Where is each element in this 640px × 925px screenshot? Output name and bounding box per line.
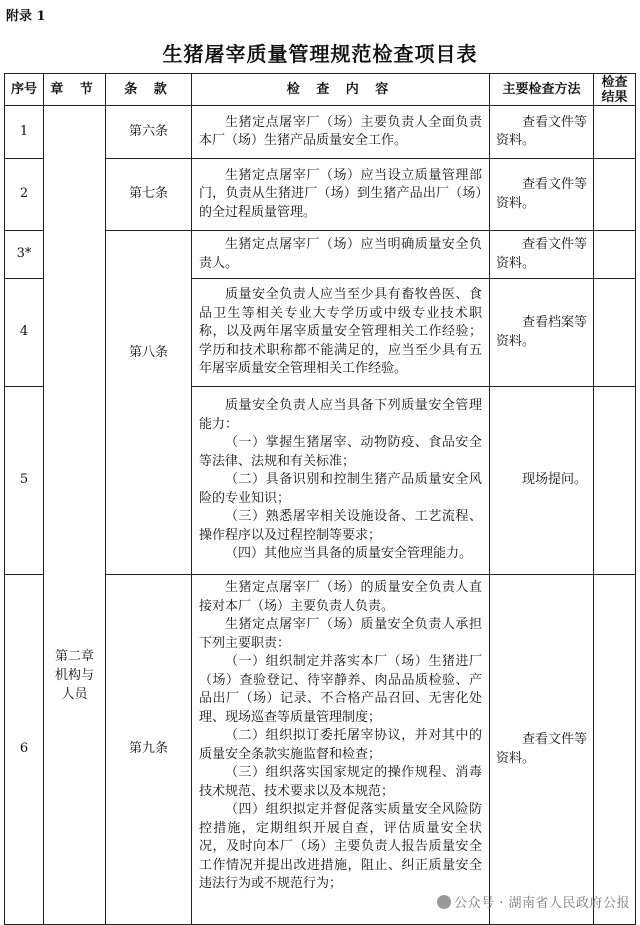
inspection-table (4, 73, 636, 925)
result-cell[interactable] (594, 387, 636, 575)
method-cell (490, 575, 594, 925)
row-number: 2 (5, 159, 44, 231)
table-row (5, 106, 636, 159)
result-cell[interactable] (594, 575, 636, 925)
watermark (437, 892, 630, 911)
content-paragraph: （二）具备识别和控制生猪产品质量安全风险的专业知识； (199, 472, 482, 506)
content-paragraph: 生猪定点屠宰厂（场）质量安全负责人承担下列主要职责： (199, 617, 482, 651)
page-title: 生猪屠宰质量管理规范检查项目表 (162, 42, 478, 66)
header-no: 序号 (5, 74, 44, 106)
row-number: 6 (5, 575, 44, 925)
method-text: 现场提问。 (522, 472, 588, 488)
content-paragraph: 生猪定点屠宰厂（场）应当明确质量安全负责人。 (199, 237, 482, 271)
header-result-line2: 结果 (601, 89, 628, 105)
method-cell (490, 159, 594, 231)
clause-cell: 第八条 (106, 231, 192, 575)
method-text: 查看文件等资料。 (496, 732, 588, 766)
method-text: 查看文件等资料。 (496, 177, 588, 211)
appendix-label: 附录 1 (6, 9, 46, 24)
content-paragraph: 生猪定点屠宰厂（场）的质量安全负责人直接对本厂（场）主要负责人负责。 (199, 580, 482, 614)
content-paragraph: 生猪定点屠宰厂（场）应当设立质量管理部门，负责从生猪进厂（场）到生猪产品出厂（场）的全过程质量管理。 (199, 167, 482, 220)
content-cell (192, 575, 490, 925)
header-clause: 条 款 (106, 74, 192, 106)
content-paragraph: （一）组织制定并落实本厂（场）生猪进厂（场）查验登记、待宰静养、肉品品质检验、产品出厂（场）记录、不合格产品召回、无害化处理、现场巡查等质量管理制度； (199, 654, 482, 725)
header-content: 检 查 内 容 (192, 74, 490, 106)
result-cell[interactable] (594, 106, 636, 159)
watermark-text: 公众号 · 湖南省人民政府公报 (454, 896, 630, 911)
method-text: 查看文件等资料。 (496, 237, 588, 271)
content-paragraph: 质量安全负责人应当具备下列质量安全管理能力： (199, 398, 482, 432)
row-number: 5 (5, 387, 44, 575)
content-cell (192, 106, 490, 159)
content-cell (192, 387, 490, 575)
result-cell[interactable] (594, 159, 636, 231)
header-method: 主要检查方法 (490, 74, 594, 106)
content-paragraph: （三）组织落实国家规定的操作规程、消毒技术规范、技术要求以及本规范； (199, 765, 482, 799)
method-text: 查看档案等资料。 (496, 315, 588, 349)
content-paragraph: （二）组织拟订委托屠宰协议，并对其中的质量安全条款实施监督和检查； (199, 728, 482, 762)
header-result (594, 74, 636, 106)
table-header-row (5, 74, 636, 106)
content-cell (192, 279, 490, 387)
row-number: 3* (5, 231, 44, 279)
clause-cell: 第七条 (106, 159, 192, 231)
content-paragraph: 质量安全负责人应当至少具有畜牧兽医、食品卫生等相关专业大专学历或中级专业技术职称，以及两年屠宰质量安全管理相关工作经验；学历和技术职称都不能满足的，应当至少具有五年屠宰质量安全管理相关工作经验。 (199, 287, 482, 377)
content-cell (192, 159, 490, 231)
content-cell (192, 231, 490, 279)
method-cell (490, 231, 594, 279)
method-cell (490, 279, 594, 387)
result-cell[interactable] (594, 231, 636, 279)
content-paragraph: （四）组织拟定并督促落实质量安全风险防控措施，定期组织开展自查，评估质量安全状况，及时向本厂（场）主要负责人报告质量安全工作情况并提出改进措施，阻止、纠正质量安全违法行为或不规范行为； (199, 802, 482, 891)
clause-cell: 第九条 (106, 575, 192, 925)
row-number: 4 (5, 279, 44, 387)
method-cell (490, 387, 594, 575)
header-chapter: 章 节 (44, 74, 106, 106)
content-paragraph: （三）熟悉屠宰相关设施设备、工艺流程、操作程序以及过程控制等要求； (199, 509, 482, 543)
result-cell[interactable] (594, 279, 636, 387)
header-result-line1: 检查 (601, 74, 628, 90)
content-paragraph: 生猪定点屠宰厂（场）主要负责人全面负责本厂（场）生猪产品质量安全工作。 (199, 114, 482, 148)
method-text: 查看文件等资料。 (496, 114, 588, 148)
row-number: 1 (5, 106, 44, 159)
wechat-icon (437, 895, 451, 909)
method-cell (490, 106, 594, 159)
chapter-text: 第二章 机构与人员 (54, 648, 94, 702)
clause-cell: 第六条 (106, 106, 192, 159)
content-paragraph: （一）掌握生猪屠宰、动物防疫、食品安全等法律、法规和有关标准； (199, 435, 482, 469)
content-paragraph: （四）其他应当具备的质量安全管理能力。 (225, 546, 473, 562)
chapter-cell (44, 106, 106, 925)
